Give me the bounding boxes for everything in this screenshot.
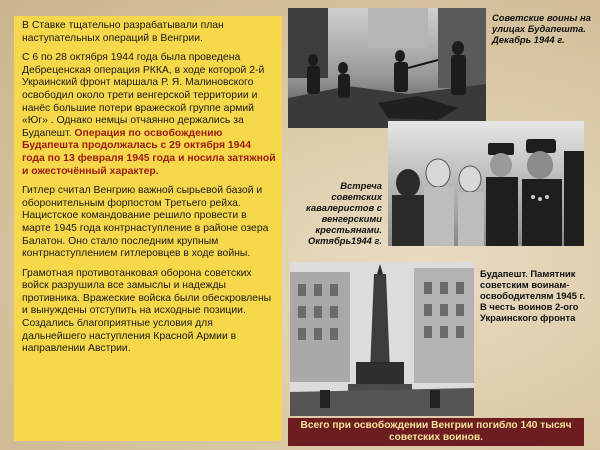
budapest-operation-highlight: Операция по освобождению Будапешта продолжалась с 29 октября 1944 года по 13 февраля 1945 года и носила затяжной и ожесточённый характер. [22,127,276,177]
photo-street-fighting [288,8,486,128]
paragraph-hitler: Гитлер считал Венгрию важной сырьевой базой и оборонительным форпостом Третьего рейха. Нацистское командование решило провести в марте 1945 года контрнаступление в районе озера Балатон. Оно стало последним крупным контрнаступлением гитлеровцев в ходе войны. [22,185,269,260]
caption-liberation-monument: Будапешт. Памятник советским воинам-освободителям 1945 г. В честь воинов 2-ого Украинского фронта [480,268,586,323]
caption-street-fighting: Советские воины на улицах Будапешта. Декабрь 1944 г. [492,12,591,45]
photo-cavalry-meeting [388,121,584,246]
photo-liberation-monument [290,262,474,416]
text-panel [14,16,282,441]
paragraph-debrecen [22,52,276,178]
paragraph-intro: В Ставке тщательно разрабатывали план наступательных операций в Венгрии. [22,20,224,44]
caption-cavalry-meeting: Встреча советских кавалеристов с венгерскими крестьянами. Октябрь1944 г. [306,180,382,246]
paragraph-defense: Грамотная противотанковая оборона советских войск разрушила все замыслы и надежды противника. Вражеские войска были обескровлены и вынуждены отступить на исходные позиции. Создались благоприятные условия для дальнейшего наступления Красной Армии в направлении Австрии. [22,267,272,355]
paragraph-debrecen-text: С 6 по 28 октября 1944 года была проведена Дебреценская операция РККА, в ходе которой 2-й Украинский фронт маршала Р. Я. Малиновского освободил около трети венгерской территории и нанёс большие потери вражеской группе армий «Юг» . Однако немцы отчаянно держались за Будапешт. [22,52,265,139]
casualties-banner: Всего при освобождении Венгрии погибло 140 тысяч советских воинов. [288,418,584,446]
